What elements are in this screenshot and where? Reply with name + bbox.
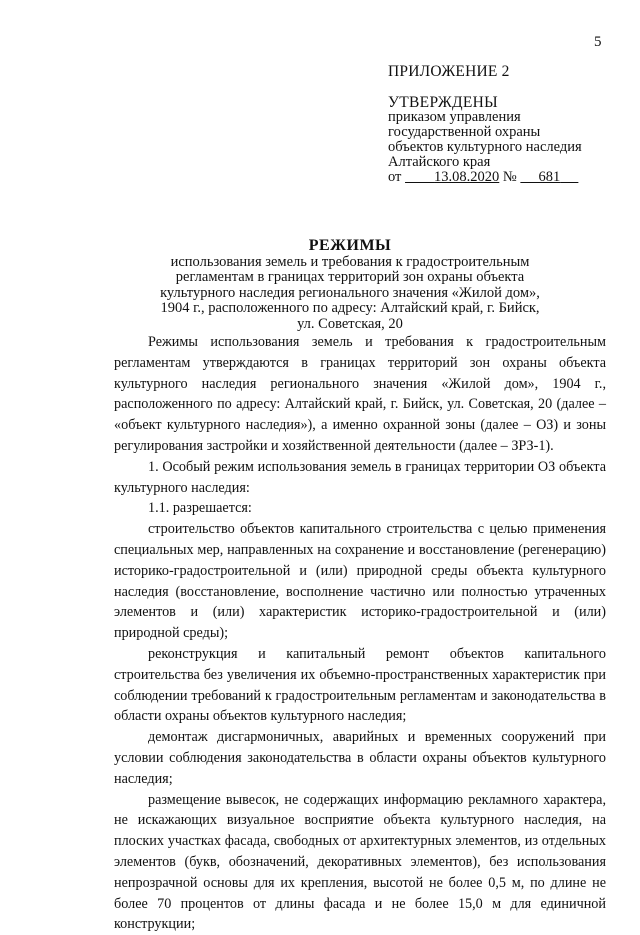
paragraph: реконструкция и капитальный ремонт объектов капитального строительства без увеличения их объемно-пространственных характеристик при соблюдении требований к градостроительным регламентам и законодательства в области охраны объектов культурного наследия; [114, 645, 606, 725]
approval-line: приказом управления [388, 109, 521, 125]
title-line: использования земель и требования к градостроительным [170, 253, 530, 270]
page-number: 5 [594, 34, 602, 50]
approval-line: Алтайского края [388, 154, 491, 170]
paragraph: 1.1. разрешается: [148, 500, 252, 517]
paragraph: 1. Особый режим использования земель в границах территории ОЗ объекта культурного наследия: [114, 458, 606, 496]
approval-line: объектов культурного наследия [388, 139, 582, 155]
approval-date: 13.08.2020 [434, 169, 500, 185]
title-line: культурного наследия регионального значения «Жилой дом», [160, 284, 540, 301]
approval-line: государственной охраны [388, 124, 541, 140]
date-prefix: от [388, 169, 402, 185]
paragraph: Режимы использования земель и требования к градостроительным регламентам утверждаются в границах территорий зон охраны объекта культурного наследия регионального значения «Жилой дом», 1904 г., расположенного по адресу: Алтайский край, г. Бийск, ул. Советская, 20 (далее – «объект культурного наследия»), а именно охранной зоны (далее – ОЗ) и зоны регулирования застройки и хозяйственной деятельности (далее – ЗРЗ-1). [114, 334, 606, 454]
title-line: 1904 г., расположенного по адресу: Алтайский край, г. Бийск, [160, 300, 540, 317]
title-line: регламентам в границах территорий зон охраны объекта [175, 269, 525, 286]
approval-number: 681 [538, 169, 561, 185]
document-title [120, 238, 580, 333]
paragraph: строительство объектов капитального строительства с целью применения специальных мер, направленных на сохранение и восстановление (регенерацию) историко-градостроительной и (или) природной среды объекта культурного наследия (восстановление, восполнение частично или полностью утраченных элементов и (или) характеристик историко-градостроительной и (или) природной среды); [114, 521, 606, 642]
paragraph: размещение вывесок, не содержащих информацию рекламного характера, не искажающих визуальное восприятие объекта культурного наследия, на плоских участках фасада, свободных от архитектурных элементов, из отдельных элементов (букв, обозначений, декоративных элементов), без использования непрозрачной основы для их крепления, высотой не более 0,5 м, по длине не более 70 процентов от длины фасада и не более 15,0 м для единичной конструкции; [114, 791, 606, 933]
title-heading: РЕЖИМЫ [308, 237, 392, 254]
number-prefix: № [502, 169, 517, 185]
title-line: ул. Советская, 20 [297, 315, 403, 332]
document-body [114, 332, 606, 935]
appendix-label: ПРИЛОЖЕНИЕ 2 [388, 63, 510, 80]
approved-label: УТВЕРЖДЕНЫ [388, 94, 498, 111]
paragraph: демонтаж дисгармоничных, аварийных и временных сооружений при условии соблюдения законодательства в области охраны объектов культурного наследия; [114, 729, 606, 787]
approval-date-line [388, 170, 618, 185]
approval-block [388, 64, 618, 185]
